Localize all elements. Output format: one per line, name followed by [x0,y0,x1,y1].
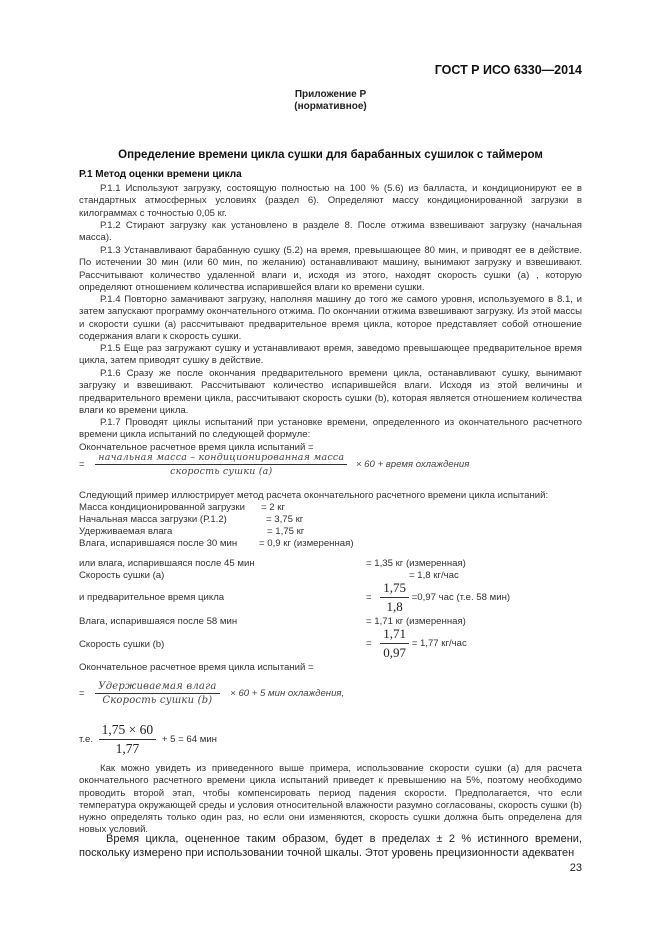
row-value: = 1,8 кг/час [409,570,459,581]
formula1 [79,452,469,477]
prelim-eq: = [366,592,372,603]
annex-title: Приложение Р [294,89,367,100]
row-label: Скорость сушки (b) [79,639,165,650]
prelim-denominator: 1,8 [386,599,403,614]
example-row-rate-b [79,626,582,662]
row-value: = 3,75 кг [266,514,304,525]
paragraph-p1-5: Р.1.5 Еще раз загружают сушку и устанавливают время, заведомо превышающее предварительное время цикла, затем приводят сушку в действие. [79,343,582,367]
rate-b-formula [366,626,467,661]
row-value: = 0,9 кг (измеренная) [259,538,354,549]
rate-b-eq: = [366,638,372,649]
rate-b-fraction [380,626,409,661]
row-value: = 1,35 кг (измеренная) [366,558,466,569]
row-label: и предварительное время цикла [79,592,225,603]
formula2-tail: × 60 + 5 мин охлаждения, [230,688,345,699]
rate-b-numerator: 1,71 [380,626,409,644]
prelim-result: =0,97 час (т.е. 58 мин) [411,592,511,603]
prelim-formula [366,580,510,615]
row-label: Влага, испарившаяся после 58 мин [79,616,238,627]
row-label: Масса кондиционированной загрузки [79,502,245,513]
formula2-eq: = [79,688,85,699]
annex-type: (нормативное) [294,101,367,112]
page-number: 23 [569,862,582,874]
row-value: = 1,71 кг (измеренная) [366,616,466,627]
paragraph-p1-6: Р.1.6 Сразу же после окончания предварительного времени цикла, останавливают сушку, вынимают загрузку и взвешивают. Рассчитывают количество испарившейся влаги. Исходя из этой величины и предварительного времени цикла, рассчитывают скорость сушки (b), которая является отношением количества влаги ко времени цикла. [79,368,582,416]
rate-b-result: = 1,77 кг/час [411,638,467,649]
result-numerator: 1,75 × 60 [99,722,157,740]
prelim-numerator: 1,75 [380,580,409,598]
formula1-fraction [95,452,347,477]
conclusion-paragraph-1: Как можно увидеть из приведенного выше примера, использование скорости сушки (а) для расчета окончательного расчетного времени цикла испытаний приведет к превышению на 5%, поэтому необходимо проводить второй этап, чтобы компенсировать период падения скорости. Предполагается, что если температура окружающей среды и условия относительной влажности разумно согласованы, скорость сушки (b) нужно определять только один раз, но если они изменяются, скорость сушки должна быть определена для новых условий. [79,763,582,836]
example-row-prelim-time [79,580,582,616]
formula2 [79,681,344,706]
example-intro: Следующий пример иллюстрирует метод расчета окончательного расчетного времени цикла испытаний: [79,490,549,501]
paragraph-p1-7: Р.1.7 Проводят циклы испытаний при установке времени, определенного из окончательного расчетного времени цикла испытаний по следующей формуле: [79,417,582,441]
formula1-eq: = [79,459,85,470]
row-value: = 1,75 кг [267,526,305,537]
paragraph-p1-4: Р.1.4 Повторно замачивают загрузку, наполняя машину до того же самого уровня, используемого в 8.1, и затем запускают программу окончательного отжима. По окончании отжима взвешивают загрузку. Из этой массы и скорости сушки (а) рассчитывают предварительное время цикла, которое представляет собой отношение содержания влаги к скорость сушки. [79,294,582,342]
section-heading: Р.1 Метод оценки времени цикла [79,169,242,180]
paragraph-p1-2: Р.1.2 Стирают загрузку как установлено в разделе 8. После отжима взвешивают загрузку (начальная масса). [79,220,582,244]
paragraph-p1-1: Р.1.1 Используют загрузку, состоящую полностью на 100 % (5.6) из балласта, и кондиционируют ее в стандартных атмосферных условиях (раздел 6). Определяют массу кондиционированной загрузки в килограммах с точностью 0,05 кг. [79,183,582,219]
formula2-denominator: Скорость сушки (b) [102,695,213,706]
row-label: Скорость сушки (а) [79,570,165,581]
row-label: или влага, испарившаяся после 45 мин [79,558,255,569]
formula1-numerator: начальная масса – кондиционированная масса [95,452,347,465]
row-label: Влага, испарившаяся после 30 мин [79,538,238,549]
final-formula-lead: Окончательное расчетное время цикла испытаний = [79,662,314,673]
result-denominator: 1,77 [115,741,140,756]
conclusion-paragraph-2: Время цикла, оцененное таким образом, будет в пределах ± 2 % истинного времени, поскольку измерено при использовании точной шкалы. Этот уровень прецизионности адекватен [79,833,582,859]
document-code: ГОСТ Р ИСО 6330—2014 [434,63,582,77]
formula1-tail: × 60 + время охлаждения [355,459,470,470]
row-label: Удерживаемая влага [79,526,173,537]
result-fraction [99,722,157,757]
row-value: = 2 кг [261,502,285,513]
result-formula [79,722,217,757]
formula1-lead: Окончательное расчетное время цикла испытаний = [79,442,314,453]
result-prefix: т.е. [79,734,93,745]
main-title: Определение времени цикла сушки для барабанных сушилок с таймером [118,149,543,161]
rate-b-denominator: 0,97 [383,645,407,660]
result-tail: + 5 = 64 мин [161,734,217,745]
prelim-fraction [380,580,409,615]
formula2-numerator: Удерживаемая влага [95,681,219,694]
paragraph-p1-3: Р.1.3 Устанавливают барабанную сушку (5.2) на время, превышающее 80 мин, и приводят ее в действие. По истечении 30 мин (или 60 мин, по желанию) останавливают машину, вынимают загрузку и взвешивают. Рассчитывают количество удаленной влаги и, исходя из этого, находят скорость сушки (а) , которую определяют отношением количества испарившейся влаги ко времени сушки. [79,245,582,293]
formula1-denominator: скорость сушки (а) [170,466,273,477]
row-label: Начальная масса загрузки (Р.1.2) [79,514,227,525]
formula2-fraction [95,681,219,706]
